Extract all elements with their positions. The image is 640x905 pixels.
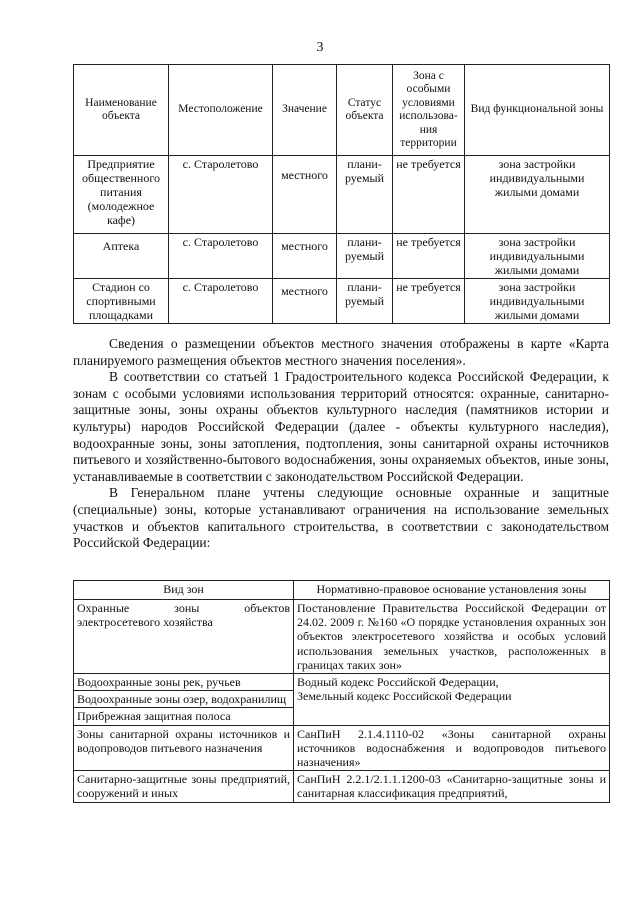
legal-basis-cell: Постановление Правительства Российской Федерации от 24.02. 2009 г. №160 «О порядке установления охранных зон объектов электросетевого хозяйства и особых условий использования земельных участков, расположенных в границах таких зон» xyxy=(294,600,610,674)
status-cell: плани-руемый xyxy=(337,156,393,234)
column-header: Местоположение xyxy=(169,65,273,156)
special-zone-cell: не требуется xyxy=(393,156,465,234)
functional-zone-cell: зона застройки индивидуальными жилыми домами xyxy=(465,279,610,324)
zone-type-cell: Прибрежная защитная полоса xyxy=(74,708,294,725)
column-header: Наименование объекта xyxy=(74,65,169,156)
protection-zones-table xyxy=(73,580,610,803)
legal-basis-cell: СанПиН 2.2.1/2.1.1.1200-03 «Санитарно-защитные зоны и санитарная классификация предприятий, xyxy=(294,771,610,802)
location-cell: с. Старолетово xyxy=(169,279,273,324)
functional-zone-cell: зона застройки индивидуальными жилыми домами xyxy=(465,156,610,234)
special-zone-cell: не требуется xyxy=(393,279,465,324)
table-row xyxy=(74,279,610,324)
column-header: Статус объекта xyxy=(337,65,393,156)
object-name-cell: Аптека xyxy=(74,234,169,279)
table-row xyxy=(74,600,610,674)
legal-basis-cell: СанПиН 2.1.4.1110-02 «Зоны санитарной охраны источников водоснабжения и водопроводов питьевого назначения» xyxy=(294,725,610,771)
status-cell: плани-руемый xyxy=(337,234,393,279)
object-name-cell: Предприятие общественного питания (молодежное кафе) xyxy=(74,156,169,234)
location-cell: с. Старолетово xyxy=(169,234,273,279)
significance-cell: местного xyxy=(273,234,337,279)
location-cell: с. Старолетово xyxy=(169,156,273,234)
column-header: Значение xyxy=(273,65,337,156)
table-row xyxy=(74,725,610,771)
functional-zone-cell: зона застройки индивидуальными жилыми домами xyxy=(465,234,610,279)
table-row xyxy=(74,771,610,802)
object-name-cell: Стадион со спортивными площадками xyxy=(74,279,169,324)
zone-type-cell: Охранные зоны объектов электросетевого хозяйства xyxy=(74,600,294,674)
column-header: Нормативно-правовое основание установления зоны xyxy=(294,581,610,600)
zone-type-cell: Зоны санитарной охраны источников и водопроводов питьевого назначения xyxy=(74,725,294,771)
zone-type-cell: Санитарно-защитные зоны предприятий, сооружений и иных xyxy=(74,771,294,802)
zone-type-cell: Водоохранные зоны рек, ручьев xyxy=(74,674,294,691)
paragraph: В соответствии со статьей 1 Градостроительного кодекса Российской Федерации, к зонам с особыми условиями использования территорий относятся: охранные, санитарно-защитные зоны, зоны охраны объектов культурного наследия (памятников истории и культуры) народов Российской Федерации (далее - объекты культурного наследия), водоохранные зоны, зоны затопления, подтопления, зоны санитарной охраны источников питьевого и хозяйственно-бытового водоснабжения, зоны охраняемых объектов, иные зоны, устанавливаемые в соответствии с законодательством Российской Федерации. xyxy=(73,369,609,484)
table-row xyxy=(74,156,610,234)
significance-cell: местного xyxy=(273,156,337,234)
table-row xyxy=(74,234,610,279)
legal-basis-line: Водный кодекс Российской Федерации, xyxy=(297,675,499,690)
table-header-row xyxy=(74,65,610,156)
page-number: 3 xyxy=(316,40,324,55)
column-header: Вид функциональной зоны xyxy=(465,65,610,156)
significance-cell: местного xyxy=(273,279,337,324)
table-header-row xyxy=(74,581,610,600)
column-header: Вид зон xyxy=(74,581,294,600)
legal-basis-line: Земельный кодекс Российской Федерации xyxy=(297,689,512,704)
table-row xyxy=(74,674,610,691)
status-cell: плани-руемый xyxy=(337,279,393,324)
legal-basis-cell xyxy=(294,674,610,726)
zone-type-cell: Водоохранные зоны озер, водохранилищ xyxy=(74,691,294,708)
body-text xyxy=(73,336,609,552)
paragraph: Сведения о размещении объектов местного значения отображены в карте «Карта планируемого размещения объектов местного значения поселения». xyxy=(73,336,609,368)
paragraph: В Генеральном плане учтены следующие основные охранные и защитные (специальные) зоны, которые устанавливают ограничения на использование земельных участков и объектов капитального строительства, в соответствии с законодательством Российской Федерации: xyxy=(73,485,609,551)
special-zone-cell: не требуется xyxy=(393,234,465,279)
column-header: Зона с особыми условиями использова-ния территории xyxy=(393,65,465,156)
planned-objects-table xyxy=(73,64,610,324)
